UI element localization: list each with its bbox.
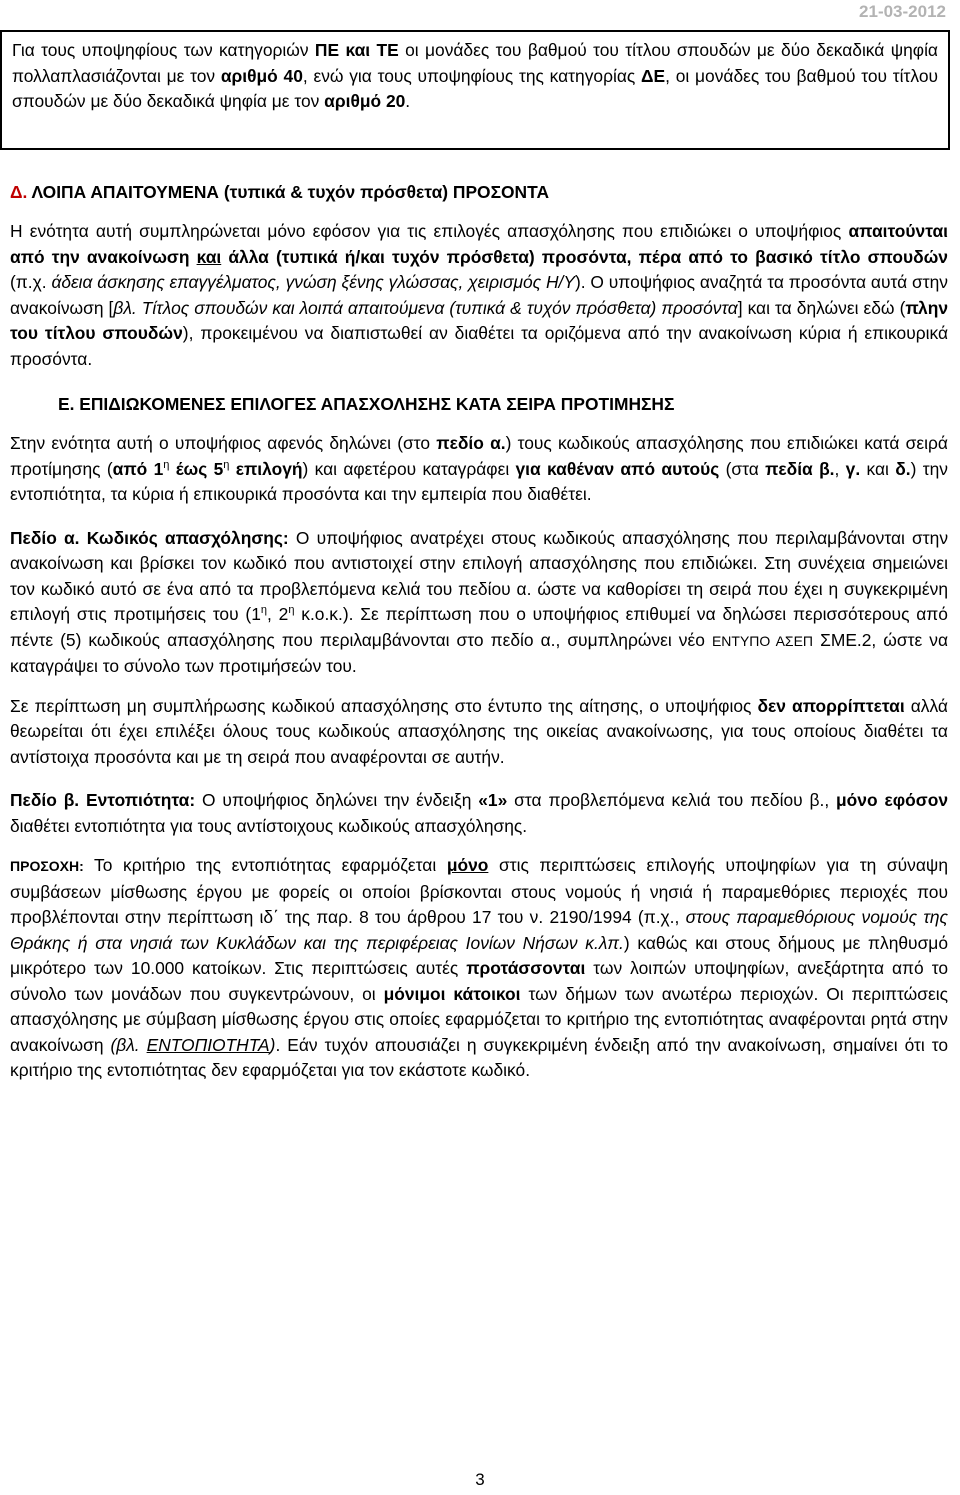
attention-paragraph: ΠΡΟΣΟΧΗ: Το κριτήριο της εντοπιότητας εφαρμόζεται μόνο στις περιπτώσεις επιλογής υποψηφίων για τη σύναψη συμβάσεων μίσθωσης έργου με φορείς οι οποίοι βρίσκονται στους νομούς ή νησιά ή παραμεθόριες περιοχές που προβλέπονται στην περίπτωση ιδ΄ της παρ. 8 του άρθρου 17 του ν. 2190/1994 (π.χ., στους παραμεθόριους νομούς της Θράκης ή στα νησιά των Κυκλάδων και της περιφέρειας Ιονίων Νήσων κ.λπ.) καθώς και στους δήμους με πληθυσμό μικρότερο των 10.000 κατοίκων. Στις περιπτώσεις αυτές προτάσσονται των λοιπών υποψηφίων, ανεξάρτητα από το σύνολο των μονάδων που συγκεντρώνουν, οι μόνιμοι κάτοικοι των δήμων των ανωτέρω περιοχών. Οι περιπτώσεις απασχόλησης με σύμβαση μίσθωσης έργου στις οποίες εφαρμόζεται το κριτήριο της εντοπιότητας αναφέρονται ρητά στην ανακοίνωση (βλ. ΕΝΤΟΠΙΟΤΗΤΑ). Εάν τυχόν απουσιάζει η συγκεκριμένη ένδειξη από την ανακοίνωση, σημαίνει ότι το κριτήριο της εντοπιότητας δεν εφαρμόζεται για τον εκάστοτε κωδικό. [10,855,949,1080]
pedio-a-note-paragraph: Σε περίπτωση μη συμπλήρωσης κωδικού απασχόλησης στο έντυπο της αίτησης, ο υποψήφιος δεν απορρίπτεται αλλά θεωρείται ότι έχει επιλέξει όλους τους κωδικούς απασχόλησης της οικείας ανακοίνωσης, για τους οποίους διαθέτει τα αντίστοιχα προσόντα και με τη σειρά που αναφέρονται σε αυτήν. [10,695,948,767]
section-d-heading: Δ. ΛΟΙΠΑ ΑΠΑΙΤΟΥΜΕΝΑ (τυπικά & τυχόν πρόσθετα) ΠΡΟΣΟΝΤΑ [10,182,550,202]
pedio-a-paragraph: Πεδίο α. Κωδικός απασχόλησης: Ο υποψήφιος ανατρέχει στους κωδικούς απασχόλησης που περιλαμβάνονται στην ανακοίνωση και βρίσκει τον κωδικό που αντιστοιχεί στην επιλογή απασχόλησης που επιδιώκει. Στη συνέχεια σημειώνει τον κωδικό αυτό σε ένα από τα προβλεπόμενα κελιά του πεδίου α. ώστε να καθορίσει τη σειρά που έχει η συγκεκριμένη επιλογή στις προτιμήσεις του ($1^\eta$, $2^\eta$ κ.ο.κ.). Σε περίπτωση που ο υποψήφιος επιθυμεί να δηλώσει περισσότερους από πέντε (5) κωδικούς απασχόλησης που περιλαμβάνονται στο πεδίο α., συμπληρώνει νέο ΕΝΤΥΠΟ ΑΣΕΠ ΣΜΕ.2, ώστε να καταγράψει το σύνολο των προτιμήσεών του. [10,527,949,676]
intro-paragraph: Για τους υποψηφίους των κατηγοριών ΠΕ και ΤΕ οι μονάδες του βαθμού του τίτλου σπουδών με δύο δεκαδικά ψηφία πολλαπλασιάζονται με τον αριθμό 40, ενώ για τους υποψηφίους της κατηγορίας ΔΕ, οι μονάδες του βαθμού του τίτλου σπουδών με δύο δεκαδικά ψηφία με τον αριθμό 20. [12,40,938,111]
pedio-b-paragraph: Πεδίο β. Εντοπιότητα: Ο υποψήφιος δηλώνει την ένδειξη «1» στα προβλεπόμενα κελιά του πεδίου β., μόνο εφόσον διαθέτει εντοπιότητα για τους αντίστοιχους κωδικούς απασχόλησης. [10,790,948,836]
intro-box [0,30,950,150]
page-number: 3 [475,1470,485,1489]
main-content [10,180,948,1084]
section-e-paragraph: Στην ενότητα αυτή ο υποψήφιος αφενός δηλώνει (στο πεδίο α.) τους κωδικούς απασχόλησης που επιδιώκει κατά σειρά προτίμησης (από $1^\eta$ έως $5^\eta$ επιλογή) και αφετέρου καταγράφει για καθέναν από αυτούς (στα πεδία β., γ. και δ.) την εντοπιότητα, τα κύρια ή επικουρικά προσόντα και την εμπειρία που διαθέτει. [10,433,948,504]
section-e-heading: Ε. ΕΠΙΔΙΩΚΟΜΕΝΕΣ ΕΠΙΛΟΓΕΣ ΑΠΑΣΧΟΛΗΣΗΣ ΚΑΤΑ ΣΕΙΡΑ ΠΡΟΤΙΜΗΣΗΣ [58,394,675,414]
section-d-paragraph: Η ενότητα αυτή συμπληρώνεται μόνο εφόσον για τις επιλογές απασχόλησης που επιδιώκει ο υποψήφιος απαιτούνται από την ανακοίνωση και άλλα (τυπικά ή/και τυχόν πρόσθετα) προσόντα, πέρα από το βασικό τίτλο σπουδών (π.χ. άδεια άσκησης επαγγέλματος, γνώση ξένης γλώσσας, χειρισμός Η/Υ). Ο υποψήφιος αναζητά τα προσόντα αυτά στην ανακοίνωση [βλ. Τίτλος σπουδών και λοιπά απαιτούμενα (τυπικά & τυχόν πρόσθετα) προσόντα] και τα δηλώνει εδώ (πλην του τίτλου σπουδών), προκειμένου να διαπιστωθεί αν διαθέτει τα οριζόμενα από την ανακοίνωση κύρια ή επικουρικά προσόντα. [10,221,949,369]
document-date: 21-03-2012 [859,2,946,21]
